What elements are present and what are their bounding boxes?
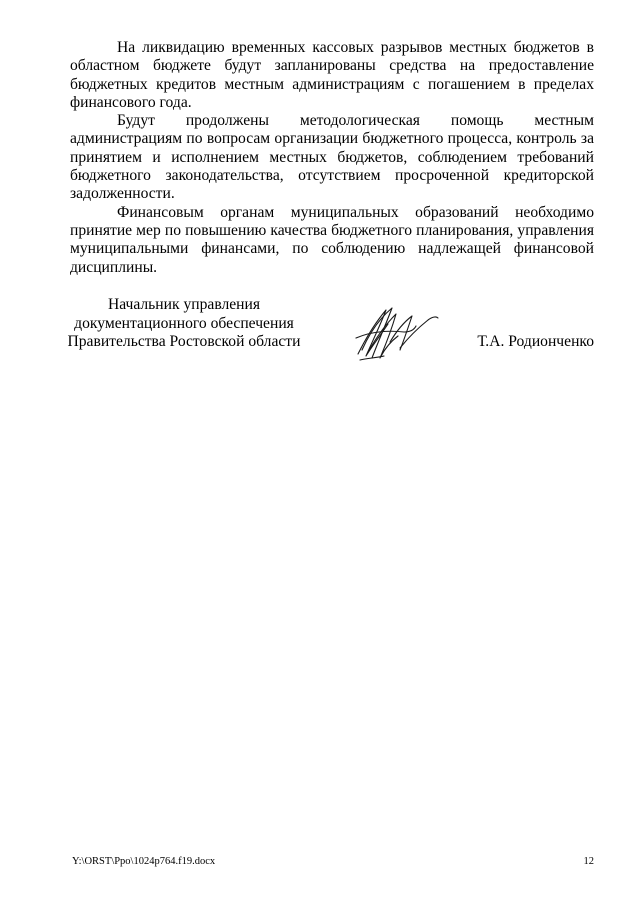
signer-position (64, 296, 304, 352)
paragraph-3: Финансовым органам муниципальных образований необходимо принятие мер по повышению качества бюджетного планирования, управления муниципальными финансами, по соблюдению надлежащей финансовой дисциплины. (70, 203, 594, 276)
signer-position-line-3: Правительства Ростовской области (67, 333, 301, 351)
paragraph-2: Будут продолжены методологическая помощь местным администрациям по вопросам организации бюджетного процесса, контроль за принятием и исполнением местных бюджетов, соблюдением требований бюджетного законодательства, отсутствием просроченной кредиторской задолженности. (70, 112, 594, 203)
document-body (70, 39, 594, 277)
signer-name: Т.А. Родионченко (477, 333, 594, 350)
handwritten-signature-icon (350, 302, 440, 366)
paragraph-1: На ликвидацию временных кассовых разрывов местных бюджетов в областном бюджете будут запланированы средства на предоставление бюджетных кредитов местным администрациям с погашением в пределах финансового года. (70, 39, 594, 111)
signer-position-line-1: Начальник управления (107, 296, 261, 313)
footer-file-path: Y:\ORST\Ppo\1024p764.f19.docx (72, 856, 216, 867)
footer-page-number: 12 (583, 856, 594, 867)
signer-position-line-2: документационного обеспечения (74, 314, 294, 332)
